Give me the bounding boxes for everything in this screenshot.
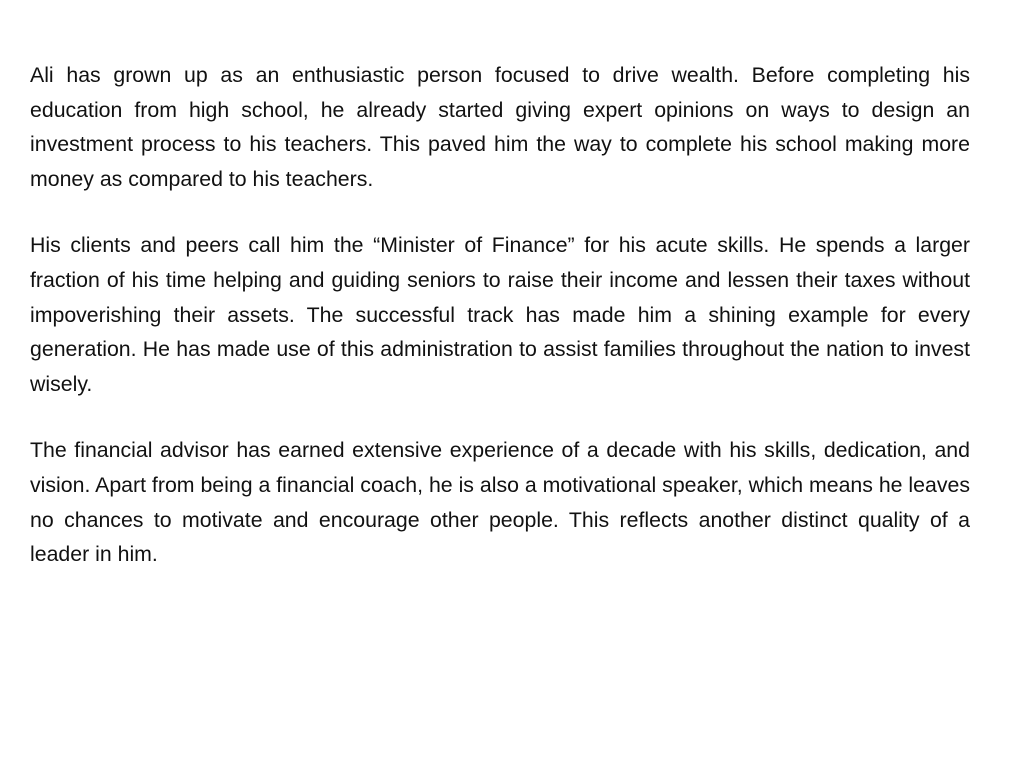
text-body <box>30 58 970 604</box>
paragraph-1: Ali has grown up as an enthusiastic person focused to drive wealth. Before completing his education from high school, he already started giving expert opinions on ways to design an investment process to his teachers. This paved him the way to complete his school making more money as compared to his teachers. <box>30 63 970 191</box>
paragraph-3: The financial advisor has earned extensive experience of a decade with his skills, dedication, and vision. Apart from being a financial coach, he is also a motivational speaker, which means he leaves no chances to motivate and encourage other people. This reflects another distinct quality of a leader in him. <box>30 438 970 567</box>
paragraph-2: His clients and peers call him the “Minister of Finance” for his acute skills. He spends a larger fraction of his time helping and guiding seniors to raise their income and lessen their taxes without impoverishing their assets. The successful track has made him a shining example for every generation. He has made use of this administration to assist families throughout the nation to invest wisely. <box>30 233 970 396</box>
